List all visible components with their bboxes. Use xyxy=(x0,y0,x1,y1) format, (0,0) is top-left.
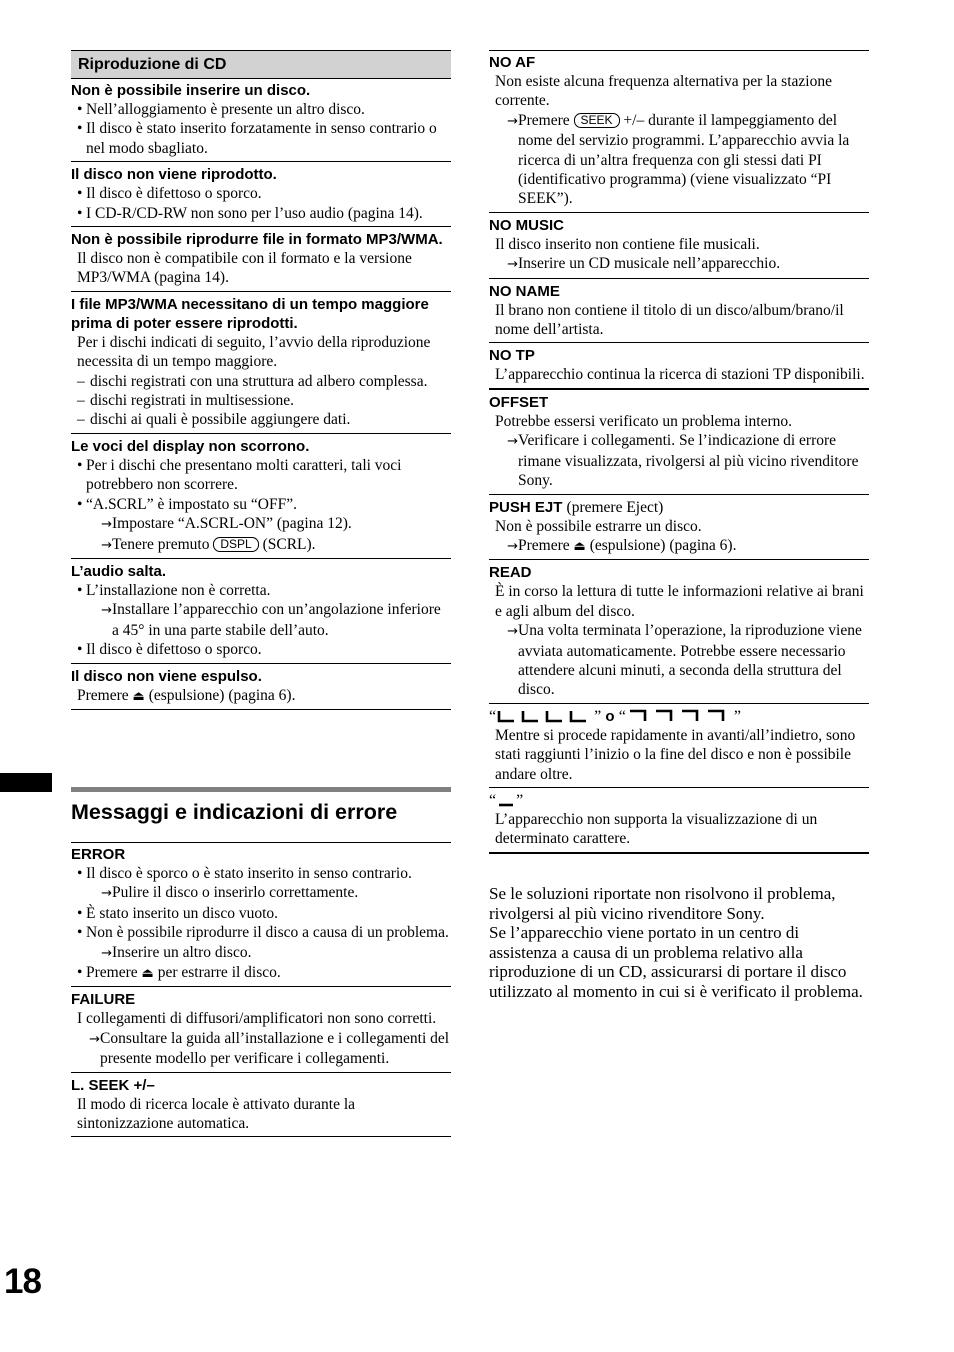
entry-title-segments: “ ” o “ ” xyxy=(489,707,741,725)
bullet-item: • I CD-R/CD-RW non sono per l’uso audio (pagina 14). xyxy=(71,204,451,223)
entry-text: Per i dischi indicati di seguito, l’avvio della riproduzione necessita di un tempo maggiore. xyxy=(77,333,431,371)
seek-button-label: SEEK xyxy=(574,113,620,128)
arrow-right-icon: → xyxy=(507,434,518,450)
bullet-item: • Premere ⏏ per estrarre il disco. xyxy=(71,963,451,983)
arrow-right-icon: → xyxy=(101,945,112,961)
remedy-item: →Premere ⏏ (espulsione) (pagina 6). xyxy=(489,536,869,556)
arrow-right-icon: → xyxy=(507,624,518,640)
page-number: 18 xyxy=(4,1262,41,1301)
dash-item: – dischi registrati in multisessione. xyxy=(71,391,451,410)
entry-no-af xyxy=(489,50,869,213)
section-tab-marker xyxy=(0,773,52,792)
bullet-item: • Non è possibile riprodurre il disco a causa di un problema. xyxy=(71,923,451,942)
arrow-right-icon: → xyxy=(507,538,518,554)
entry-title: OFFSET xyxy=(489,393,549,411)
arrow-right-icon: → xyxy=(89,1031,100,1047)
error-messages-list xyxy=(71,842,451,1137)
bullet-item: • Il disco è stato inserito forzatamente in senso contrario o nel modo sbagliato. xyxy=(71,119,451,158)
underscore-segment-icon xyxy=(496,793,516,807)
or-connector: o xyxy=(605,707,615,725)
entry-mp3-slow xyxy=(71,292,451,434)
bullet-item: • “A.SCRL” è impostato su “OFF”. xyxy=(71,495,451,514)
remedy-item: →Impostare “A.SCRL-ON” (pagina 12). xyxy=(71,514,451,534)
entry-title: READ xyxy=(489,564,532,582)
entry-no-music xyxy=(489,213,869,279)
entry-failure xyxy=(71,987,451,1072)
entry-not-ejected xyxy=(71,664,451,710)
dash-item: – dischi registrati con una struttura ad albero complessa. xyxy=(71,372,451,391)
arrow-right-icon: → xyxy=(507,113,518,129)
entry-title: NO NAME xyxy=(489,282,560,300)
entry-text: Non è possibile estrarre un disco. xyxy=(495,517,702,535)
remedy-item: →Una volta terminata l’operazione, la riproduzione viene avviata automaticamente. Potrebbe essere necessario attendere alcuni minuti, a seconda della struttura del disco. xyxy=(489,621,869,700)
closing-paragraph: Se le soluzioni riportate non risolvono il problema, rivolgersi al più vicino rivenditore Sony. xyxy=(489,884,836,923)
entry-text: Premere ⏏ (espulsione) (pagina 6). xyxy=(77,686,296,704)
dash-item: – dischi ai quali è possibile aggiungere dati. xyxy=(71,410,451,429)
remedy-item: →Consultare la guida all’installazione e i collegamenti del presente modello per verificare i collegamenti. xyxy=(71,1029,451,1069)
section-header-cd: Riproduzione di CD xyxy=(71,50,451,79)
entry-title: Non è possibile riprodurre file in formato MP3/WMA. xyxy=(71,231,443,249)
entry-text: Non esiste alcuna frequenza alternativa per la stazione corrente. xyxy=(495,73,832,110)
entry-audio-skips xyxy=(71,559,451,664)
entry-title-note: (premere Eject) xyxy=(566,498,664,516)
entry-title-underscore: “ ” xyxy=(489,791,524,809)
error-messages-continued xyxy=(489,50,869,854)
arrow-right-icon: → xyxy=(507,257,518,273)
arrow-right-icon: → xyxy=(101,886,112,902)
arrow-right-icon: → xyxy=(101,517,112,533)
entry-title: Non è possibile inserire un disco. xyxy=(71,82,311,99)
entry-title: PUSH EJT (premere Eject) xyxy=(489,498,664,516)
entry-text: È in corso la lettura di tutte le informazioni relative ai brani e agli album del disco. xyxy=(495,583,864,620)
bullet-item: • Nell’alloggiamento è presente un altro disco. xyxy=(71,100,451,119)
entry-text: Il disco inserito non contiene file musicali. xyxy=(495,235,760,253)
entry-push-ejt xyxy=(489,495,869,561)
entry-title: L. SEEK +/– xyxy=(71,1076,155,1094)
bullet-item: • Il disco è difettoso o sporco. xyxy=(71,640,451,659)
entry-title: NO MUSIC xyxy=(489,216,564,234)
closing-notes xyxy=(489,884,869,1002)
entry-mp3-not-playing xyxy=(71,227,451,292)
eject-icon: ⏏ xyxy=(132,688,145,704)
entry-title: NO AF xyxy=(489,54,536,71)
dspl-button-label: DSPL xyxy=(213,537,258,552)
bullet-item: • Il disco è sporco o è stato inserito in senso contrario. xyxy=(71,864,451,883)
bullet-item: • Per i dischi che presentano molti caratteri, tali voci potrebbero non scorrere. xyxy=(71,456,451,495)
entry-text: Mentre si procede rapidamente in avanti/all’indietro, sono stati raggiunti l’inizio o la fine del disco e non è possibile andare oltre. xyxy=(495,726,856,783)
entry-title: Il disco non viene espulso. xyxy=(71,667,262,685)
eject-icon: ⏏ xyxy=(141,966,154,982)
entry-title: I file MP3/WMA necessitano di un tempo maggiore prima di poter essere riprodotti. xyxy=(71,295,429,332)
cd-troubleshooting-section xyxy=(71,50,451,710)
remedy-item: →Inserire un altro disco. xyxy=(71,943,451,963)
remedy-item: →Premere SEEK +/– durante il lampeggiamento del nome del servizio programmi. L’apparecchio avvia la ricerca di un’altra frequenza con gli stessi dati PI (identificativo programma) (viene visualizzato “PI SEEK”). xyxy=(489,111,869,209)
entry-segment-limit xyxy=(489,704,869,788)
entry-offset xyxy=(489,389,869,495)
segment-bottom-corners-icon xyxy=(496,709,594,723)
closing-paragraph: Se l’apparecchio viene portato in un centro di assistenza a causa di un problema relativo alla riproduzione di un CD, assicurarsi di portare il disco utilizzato al momento in cui si è verificato il problema. xyxy=(489,923,863,1001)
entry-read xyxy=(489,560,869,703)
entry-title: ERROR xyxy=(71,846,126,863)
entry-title: NO TP xyxy=(489,347,535,365)
eject-icon: ⏏ xyxy=(573,538,586,554)
remedy-item: →Pulire il disco o inserirlo correttamente. xyxy=(71,883,451,903)
entry-error xyxy=(71,843,451,987)
remedy-item: →Installare l’apparecchio con un’angolazione inferiore a 45° in una parte stabile dell’auto. xyxy=(71,600,451,640)
entry-no-name xyxy=(489,279,869,344)
entry-unsupported-char xyxy=(489,788,869,854)
entry-title: L’audio salta. xyxy=(71,562,167,580)
entry-title: Le voci del display non scorrono. xyxy=(71,437,310,455)
entry-l-seek xyxy=(71,1073,451,1138)
entry-text: Il modo di ricerca locale è attivato durante la sintonizzazione automatica. xyxy=(77,1095,356,1133)
remedy-item: →Verificare i collegamenti. Se l’indicazione di errore rimane visualizzata, rivolgersi al più vicino rivenditore Sony. xyxy=(489,431,869,490)
remedy-item: →Inserire un CD musicale nell’apparecchio. xyxy=(489,254,869,274)
entry-text: Potrebbe essersi verificato un problema interno. xyxy=(495,412,792,430)
bullet-item: • È stato inserito un disco vuoto. xyxy=(71,904,451,923)
bullet-item: • Il disco è difettoso o sporco. xyxy=(71,184,451,203)
entry-text: Il brano non contiene il titolo di un disco/album/brano/il nome dell’artista. xyxy=(495,301,844,339)
entry-text: L’apparecchio continua la ricerca di stazioni TP disponibili. xyxy=(495,366,865,384)
errors-section-title: Messaggi e indicazioni di errore xyxy=(71,787,451,826)
entry-title: Il disco non viene riprodotto. xyxy=(71,166,277,184)
entry-cannot-insert xyxy=(71,79,451,162)
entry-not-playing xyxy=(71,162,451,227)
arrow-right-icon: → xyxy=(101,537,112,553)
bullet-item: • L’installazione non è corretta. xyxy=(71,581,451,600)
entry-text: I collegamenti di diffusori/amplificatori non sono corretti. xyxy=(77,1010,437,1028)
arrow-right-icon: → xyxy=(101,603,112,619)
entry-no-tp xyxy=(489,343,869,388)
remedy-item: →Tenere premuto DSPL (SCRL). xyxy=(71,535,451,555)
entry-display-not-scrolling xyxy=(71,434,451,559)
segment-top-corners-icon xyxy=(626,709,734,723)
entry-title: FAILURE xyxy=(71,991,136,1009)
entry-text: Il disco non è compatibile con il formato e la versione MP3/WMA (pagina 14). xyxy=(77,250,412,287)
entry-text: L’apparecchio non supporta la visualizzazione di un determinato carattere. xyxy=(495,810,818,848)
